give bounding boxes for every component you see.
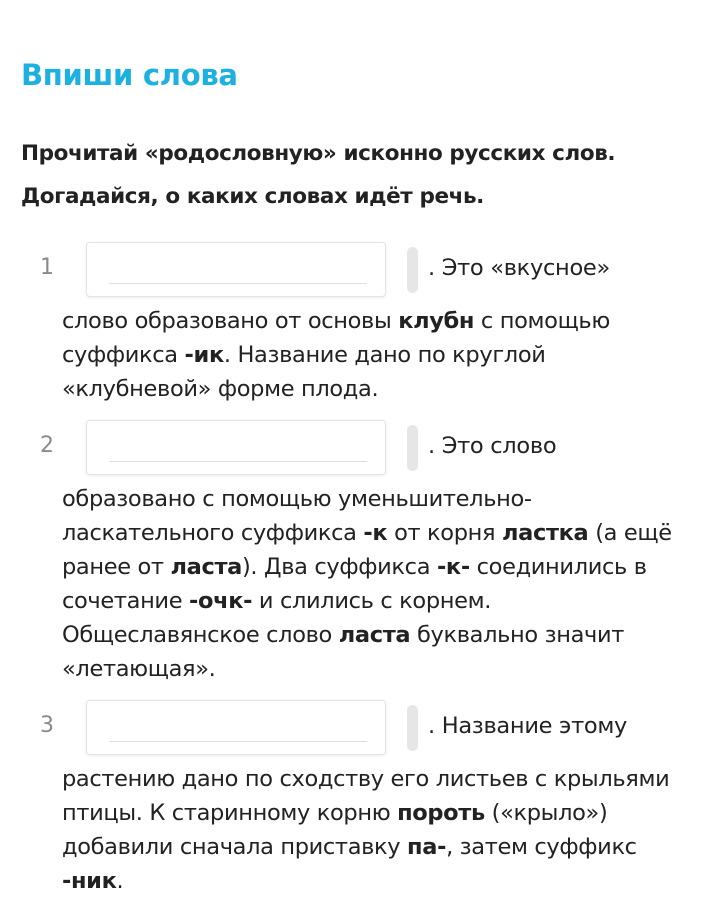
- bold-term: клубн: [398, 308, 475, 334]
- answer-input-1[interactable]: [86, 242, 386, 297]
- bold-term: -к-: [436, 554, 470, 580]
- bold-term: -очк-: [189, 588, 253, 614]
- answer-input-3[interactable]: [86, 700, 386, 755]
- page-title: Впиши слова: [21, 58, 238, 92]
- bold-term: ласта: [170, 554, 242, 580]
- drag-handle[interactable]: [407, 705, 418, 751]
- text-part: слово образовано от основы: [62, 308, 399, 334]
- input-underline: [109, 741, 367, 742]
- bold-term: ласта: [338, 622, 411, 648]
- bold-term: -к: [363, 520, 388, 546]
- task-lead-text: . Название этому: [428, 713, 628, 739]
- instructions-line-1: Прочитай «родословную» исконно русских слов.: [21, 141, 616, 166]
- text-part: .: [116, 868, 124, 894]
- task-number: 3: [40, 713, 54, 738]
- text-part: и слились с корнем. Общеславянское слово: [62, 588, 492, 648]
- bold-term: пороть: [397, 800, 485, 826]
- task-number: 2: [40, 433, 54, 458]
- task-lead-text: . Это «вкусное»: [428, 255, 610, 281]
- bold-term: -ник: [62, 868, 117, 894]
- bold-term: -ик: [184, 342, 224, 368]
- text-part: образовано с помощью уменьшительно-ласкательного суффикса: [62, 486, 532, 546]
- text-part: («крыло») добавили сначала приставку: [62, 800, 608, 860]
- input-underline: [109, 461, 367, 462]
- drag-handle[interactable]: [407, 425, 418, 471]
- task-lead-text: . Это слово: [428, 433, 557, 459]
- text-part: . Название дано по круглой «клубневой» форме плода.: [62, 342, 546, 402]
- text-part: растению дано по сходству его листьев с крыльями птицы. К старинному корню: [62, 766, 670, 826]
- bold-term: па-: [407, 834, 447, 860]
- task-description: [62, 304, 672, 406]
- input-underline: [109, 283, 367, 284]
- text-part: с помощью суффикса: [62, 308, 610, 368]
- text-part: буквально значит «летающая».: [62, 622, 625, 682]
- text-part: соединились в сочетание: [62, 554, 647, 614]
- instructions-line-2: Догадайся, о каких словах идёт речь.: [21, 184, 484, 209]
- answer-input-2[interactable]: [86, 420, 386, 475]
- text-part: (а ещё ранее от: [62, 520, 672, 580]
- task-description: [62, 762, 672, 898]
- task-number: 1: [40, 255, 54, 280]
- instructions: [21, 132, 691, 218]
- drag-handle[interactable]: [407, 247, 418, 293]
- text-part: ). Два суффикса: [241, 554, 437, 580]
- task-description: [62, 482, 672, 686]
- bold-term: ластка: [502, 520, 589, 546]
- text-part: , затем суффикс: [446, 834, 637, 860]
- text-part: от корня: [387, 520, 502, 546]
